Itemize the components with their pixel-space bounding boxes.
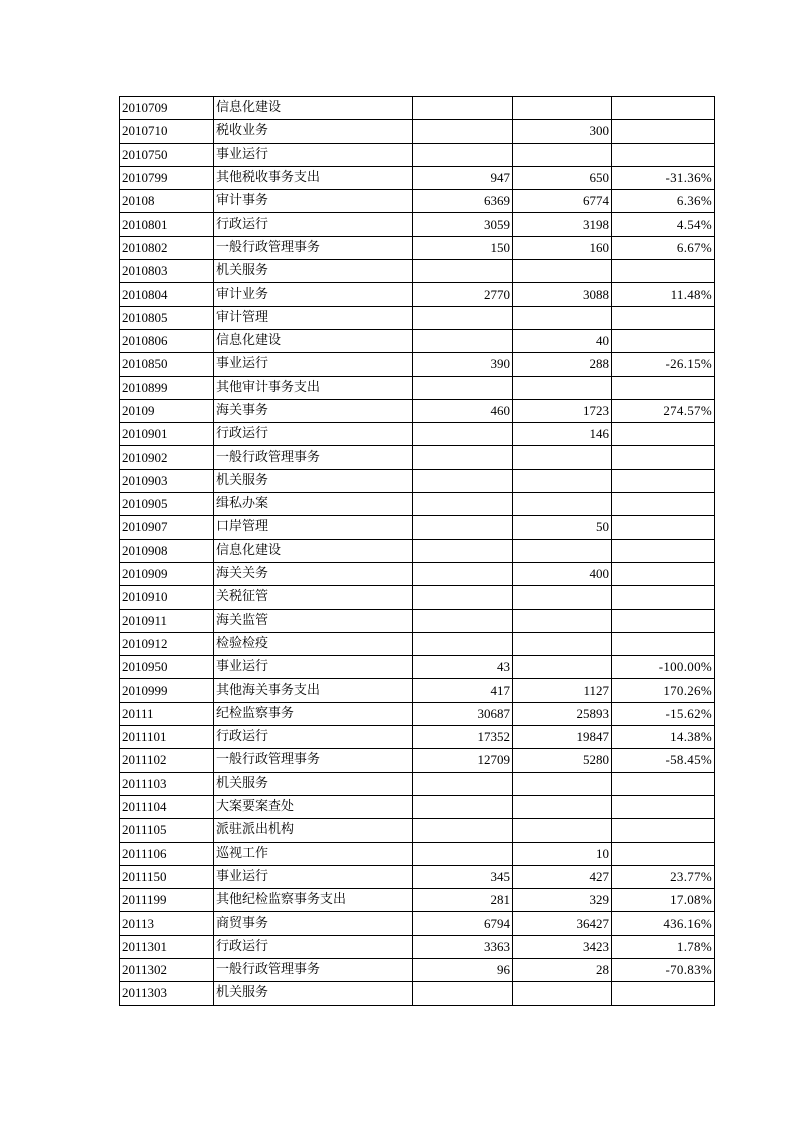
value-2-cell [513, 143, 612, 166]
item-name-cell: 审计业务 [214, 283, 413, 306]
code-cell: 20113 [120, 912, 214, 935]
code-cell: 2010802 [120, 236, 214, 259]
percent-change-cell: 274.57% [612, 399, 715, 422]
table-row [120, 353, 715, 376]
percent-change-cell [612, 423, 715, 446]
table-row [120, 376, 715, 399]
code-cell: 2011303 [120, 982, 214, 1005]
value-2-cell: 329 [513, 889, 612, 912]
table-row [120, 609, 715, 632]
code-cell: 2010899 [120, 376, 214, 399]
table-row [120, 865, 715, 888]
item-name-cell: 口岸管理 [214, 516, 413, 539]
table-row [120, 143, 715, 166]
value-2-cell [513, 982, 612, 1005]
value-2-cell: 25893 [513, 702, 612, 725]
value-1-cell: 150 [413, 236, 513, 259]
item-name-cell: 行政运行 [214, 213, 413, 236]
table-row [120, 446, 715, 469]
table-row [120, 469, 715, 492]
percent-change-cell [612, 842, 715, 865]
table-row [120, 842, 715, 865]
value-1-cell: 30687 [413, 702, 513, 725]
item-name-cell: 审计事务 [214, 190, 413, 213]
table-row [120, 819, 715, 842]
table-row [120, 958, 715, 981]
value-1-cell: 390 [413, 353, 513, 376]
item-name-cell: 海关关务 [214, 562, 413, 585]
value-1-cell: 6794 [413, 912, 513, 935]
code-cell: 2010901 [120, 423, 214, 446]
item-name-cell: 缉私办案 [214, 493, 413, 516]
table-body [120, 97, 715, 1006]
table-row [120, 889, 715, 912]
percent-change-cell [612, 469, 715, 492]
value-2-cell [513, 772, 612, 795]
value-1-cell [413, 562, 513, 585]
table-row [120, 213, 715, 236]
value-1-cell: 2770 [413, 283, 513, 306]
item-name-cell: 一般行政管理事务 [214, 446, 413, 469]
code-cell: 2010805 [120, 306, 214, 329]
value-2-cell: 3423 [513, 935, 612, 958]
item-name-cell: 行政运行 [214, 423, 413, 446]
value-2-cell: 300 [513, 120, 612, 143]
percent-change-cell: -100.00% [612, 656, 715, 679]
value-2-cell: 5280 [513, 749, 612, 772]
table-row [120, 656, 715, 679]
table-row [120, 423, 715, 446]
value-1-cell [413, 97, 513, 120]
code-cell: 2010902 [120, 446, 214, 469]
item-name-cell: 派驻派出机构 [214, 819, 413, 842]
item-name-cell: 大案要案查处 [214, 795, 413, 818]
table-row [120, 539, 715, 562]
percent-change-cell [612, 260, 715, 283]
code-cell: 20109 [120, 399, 214, 422]
table-row [120, 679, 715, 702]
code-cell: 2010909 [120, 562, 214, 585]
percent-change-cell: 436.16% [612, 912, 715, 935]
table-row [120, 935, 715, 958]
value-1-cell: 43 [413, 656, 513, 679]
value-1-cell [413, 819, 513, 842]
value-1-cell [413, 120, 513, 143]
value-1-cell: 3363 [413, 935, 513, 958]
percent-change-cell: 23.77% [612, 865, 715, 888]
table-row [120, 632, 715, 655]
value-2-cell [513, 656, 612, 679]
value-1-cell [413, 772, 513, 795]
percent-change-cell: 4.54% [612, 213, 715, 236]
percent-change-cell [612, 795, 715, 818]
code-cell: 2010999 [120, 679, 214, 702]
item-name-cell: 一般行政管理事务 [214, 236, 413, 259]
value-2-cell: 650 [513, 166, 612, 189]
value-2-cell: 146 [513, 423, 612, 446]
value-1-cell [413, 143, 513, 166]
value-1-cell [413, 493, 513, 516]
table-row [120, 283, 715, 306]
percent-change-cell [612, 97, 715, 120]
item-name-cell: 其他税收事务支出 [214, 166, 413, 189]
value-2-cell: 28 [513, 958, 612, 981]
percent-change-cell: -70.83% [612, 958, 715, 981]
value-2-cell: 19847 [513, 726, 612, 749]
table-row [120, 982, 715, 1005]
value-2-cell [513, 306, 612, 329]
table-row [120, 97, 715, 120]
table-row [120, 493, 715, 516]
item-name-cell: 信息化建设 [214, 97, 413, 120]
value-1-cell: 17352 [413, 726, 513, 749]
code-cell: 2010907 [120, 516, 214, 539]
table-row [120, 399, 715, 422]
item-name-cell: 一般行政管理事务 [214, 958, 413, 981]
code-cell: 2010910 [120, 586, 214, 609]
value-1-cell [413, 539, 513, 562]
value-2-cell [513, 632, 612, 655]
value-1-cell [413, 982, 513, 1005]
code-cell: 2010709 [120, 97, 214, 120]
table-row [120, 190, 715, 213]
table-row [120, 795, 715, 818]
item-name-cell: 机关服务 [214, 772, 413, 795]
table-row [120, 120, 715, 143]
percent-change-cell [612, 329, 715, 352]
value-1-cell: 6369 [413, 190, 513, 213]
item-name-cell: 信息化建设 [214, 329, 413, 352]
percent-change-cell: -26.15% [612, 353, 715, 376]
value-1-cell: 460 [413, 399, 513, 422]
value-2-cell: 160 [513, 236, 612, 259]
value-2-cell [513, 446, 612, 469]
item-name-cell: 其他海关事务支出 [214, 679, 413, 702]
code-cell: 2011103 [120, 772, 214, 795]
value-2-cell [513, 493, 612, 516]
item-name-cell: 税收业务 [214, 120, 413, 143]
value-1-cell: 417 [413, 679, 513, 702]
percent-change-cell [612, 819, 715, 842]
value-2-cell: 10 [513, 842, 612, 865]
item-name-cell: 机关服务 [214, 260, 413, 283]
value-1-cell [413, 609, 513, 632]
percent-change-cell: 1.78% [612, 935, 715, 958]
item-name-cell: 关税征管 [214, 586, 413, 609]
value-2-cell [513, 260, 612, 283]
percent-change-cell: 170.26% [612, 679, 715, 702]
item-name-cell: 其他纪检监察事务支出 [214, 889, 413, 912]
table-row [120, 726, 715, 749]
item-name-cell: 机关服务 [214, 469, 413, 492]
value-2-cell [513, 539, 612, 562]
value-1-cell [413, 516, 513, 539]
value-2-cell: 3198 [513, 213, 612, 236]
table-row [120, 702, 715, 725]
value-1-cell [413, 329, 513, 352]
value-1-cell [413, 842, 513, 865]
value-2-cell: 36427 [513, 912, 612, 935]
value-2-cell: 3088 [513, 283, 612, 306]
code-cell: 2011102 [120, 749, 214, 772]
value-2-cell: 50 [513, 516, 612, 539]
code-cell: 2010908 [120, 539, 214, 562]
value-1-cell [413, 586, 513, 609]
code-cell: 2011199 [120, 889, 214, 912]
table-row [120, 306, 715, 329]
percent-change-cell [612, 982, 715, 1005]
code-cell: 2010911 [120, 609, 214, 632]
value-1-cell: 281 [413, 889, 513, 912]
percent-change-cell [612, 306, 715, 329]
percent-change-cell [612, 632, 715, 655]
percent-change-cell: -58.45% [612, 749, 715, 772]
value-2-cell: 40 [513, 329, 612, 352]
code-cell: 2011106 [120, 842, 214, 865]
code-cell: 2010903 [120, 469, 214, 492]
value-1-cell [413, 376, 513, 399]
item-name-cell: 行政运行 [214, 726, 413, 749]
code-cell: 2010850 [120, 353, 214, 376]
item-name-cell: 事业运行 [214, 656, 413, 679]
value-2-cell [513, 469, 612, 492]
value-1-cell: 3059 [413, 213, 513, 236]
item-name-cell: 信息化建设 [214, 539, 413, 562]
value-2-cell: 400 [513, 562, 612, 585]
percent-change-cell [612, 586, 715, 609]
value-2-cell [513, 819, 612, 842]
percent-change-cell [612, 609, 715, 632]
percent-change-cell [612, 493, 715, 516]
percent-change-cell: -31.36% [612, 166, 715, 189]
value-2-cell: 427 [513, 865, 612, 888]
percent-change-cell [612, 120, 715, 143]
item-name-cell: 检验检疫 [214, 632, 413, 655]
item-name-cell: 机关服务 [214, 982, 413, 1005]
item-name-cell: 其他审计事务支出 [214, 376, 413, 399]
value-1-cell [413, 423, 513, 446]
table-row [120, 912, 715, 935]
value-2-cell [513, 795, 612, 818]
code-cell: 2010950 [120, 656, 214, 679]
code-cell: 2010804 [120, 283, 214, 306]
value-1-cell [413, 446, 513, 469]
item-name-cell: 巡视工作 [214, 842, 413, 865]
code-cell: 2010905 [120, 493, 214, 516]
code-cell: 2010799 [120, 166, 214, 189]
code-cell: 2011301 [120, 935, 214, 958]
percent-change-cell [612, 772, 715, 795]
code-cell: 2010803 [120, 260, 214, 283]
code-cell: 2011101 [120, 726, 214, 749]
code-cell: 2010710 [120, 120, 214, 143]
code-cell: 2011302 [120, 958, 214, 981]
code-cell: 2011105 [120, 819, 214, 842]
percent-change-cell [612, 516, 715, 539]
item-name-cell: 商贸事务 [214, 912, 413, 935]
value-1-cell: 96 [413, 958, 513, 981]
value-1-cell [413, 469, 513, 492]
item-name-cell: 审计管理 [214, 306, 413, 329]
budget-table [119, 96, 715, 1006]
value-2-cell: 1127 [513, 679, 612, 702]
table-row [120, 236, 715, 259]
value-1-cell: 345 [413, 865, 513, 888]
code-cell: 20111 [120, 702, 214, 725]
value-2-cell [513, 97, 612, 120]
value-1-cell [413, 795, 513, 818]
value-2-cell: 288 [513, 353, 612, 376]
value-2-cell [513, 376, 612, 399]
percent-change-cell: 6.67% [612, 236, 715, 259]
value-1-cell [413, 632, 513, 655]
percent-change-cell: 6.36% [612, 190, 715, 213]
percent-change-cell [612, 376, 715, 399]
value-1-cell [413, 306, 513, 329]
table-row [120, 772, 715, 795]
item-name-cell: 行政运行 [214, 935, 413, 958]
code-cell: 2010806 [120, 329, 214, 352]
percent-change-cell: 14.38% [612, 726, 715, 749]
percent-change-cell [612, 143, 715, 166]
value-2-cell: 6774 [513, 190, 612, 213]
table-row [120, 260, 715, 283]
table-row [120, 329, 715, 352]
code-cell: 2010912 [120, 632, 214, 655]
code-cell: 2010801 [120, 213, 214, 236]
percent-change-cell: -15.62% [612, 702, 715, 725]
item-name-cell: 一般行政管理事务 [214, 749, 413, 772]
item-name-cell: 事业运行 [214, 353, 413, 376]
item-name-cell: 事业运行 [214, 143, 413, 166]
item-name-cell: 事业运行 [214, 865, 413, 888]
percent-change-cell: 17.08% [612, 889, 715, 912]
percent-change-cell [612, 562, 715, 585]
code-cell: 20108 [120, 190, 214, 213]
value-1-cell: 947 [413, 166, 513, 189]
item-name-cell: 海关事务 [214, 399, 413, 422]
code-cell: 2011150 [120, 865, 214, 888]
value-2-cell: 1723 [513, 399, 612, 422]
table-row [120, 562, 715, 585]
percent-change-cell: 11.48% [612, 283, 715, 306]
code-cell: 2011104 [120, 795, 214, 818]
item-name-cell: 纪检监察事务 [214, 702, 413, 725]
table-row [120, 749, 715, 772]
table-row [120, 586, 715, 609]
value-1-cell [413, 260, 513, 283]
value-2-cell [513, 609, 612, 632]
code-cell: 2010750 [120, 143, 214, 166]
percent-change-cell [612, 446, 715, 469]
table-row [120, 516, 715, 539]
percent-change-cell [612, 539, 715, 562]
value-1-cell: 12709 [413, 749, 513, 772]
table-row [120, 166, 715, 189]
item-name-cell: 海关监管 [214, 609, 413, 632]
value-2-cell [513, 586, 612, 609]
